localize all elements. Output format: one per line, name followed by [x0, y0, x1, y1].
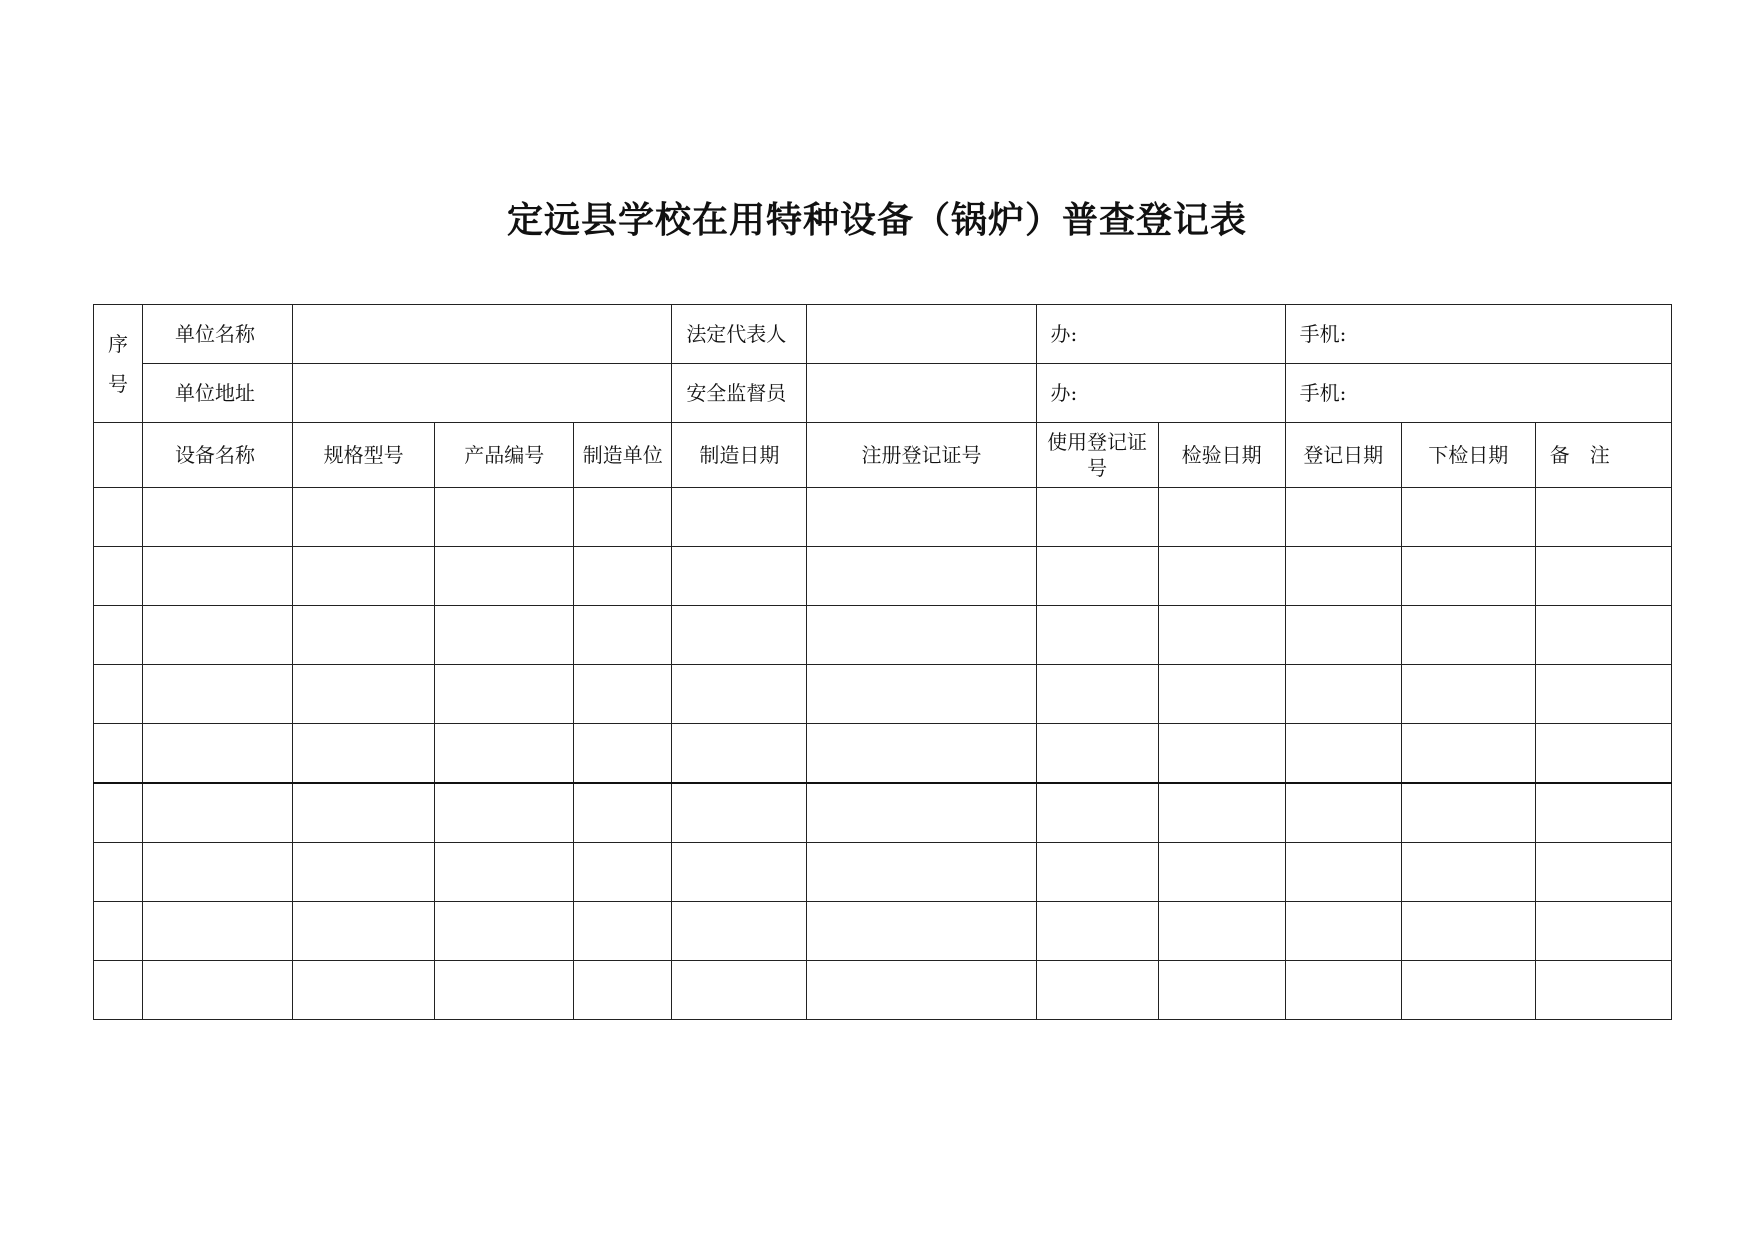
- cell-next-inspection-date[interactable]: [1401, 606, 1535, 665]
- cell-manufacture-date[interactable]: [672, 488, 807, 547]
- cell-equipment-name[interactable]: [143, 902, 293, 961]
- table-row: [94, 902, 1672, 961]
- unit-address-row: [94, 364, 1672, 423]
- cell-manufacturer[interactable]: [574, 665, 672, 724]
- cell-registration-date[interactable]: [1285, 843, 1401, 902]
- cell-next-inspection-date[interactable]: [1401, 488, 1535, 547]
- col-product-number: 产品编号: [435, 423, 574, 488]
- form-title: 定远县学校在用特种设备（锅炉）普查登记表: [506, 199, 1247, 241]
- cell-manufacturer[interactable]: [574, 488, 672, 547]
- unit-name-row: [94, 305, 1672, 364]
- cell-equipment-name[interactable]: [143, 606, 293, 665]
- cell-seq[interactable]: [94, 783, 143, 843]
- table-row: [94, 606, 1672, 665]
- cell-use-registration-cert[interactable]: [1036, 547, 1158, 606]
- unit-address-field[interactable]: [293, 364, 672, 423]
- cell-registration-cert[interactable]: [807, 783, 1036, 843]
- cell-manufacture-date[interactable]: [672, 843, 807, 902]
- cell-seq[interactable]: [94, 665, 143, 724]
- cell-registration-cert[interactable]: [807, 665, 1036, 724]
- col-model: 规格型号: [293, 423, 435, 488]
- cell-manufacture-date[interactable]: [672, 902, 807, 961]
- cell-remarks[interactable]: [1535, 843, 1671, 902]
- cell-inspection-date[interactable]: [1158, 488, 1285, 547]
- seq-header: [94, 305, 143, 423]
- office-phone-field-2[interactable]: 办:: [1036, 364, 1285, 423]
- cell-equipment-name[interactable]: [143, 783, 293, 843]
- cell-model[interactable]: [293, 488, 435, 547]
- col-use-registration-cert: 使用登记证号: [1036, 423, 1158, 488]
- cell-seq[interactable]: [94, 547, 143, 606]
- cell-use-registration-cert[interactable]: [1036, 606, 1158, 665]
- cell-inspection-date[interactable]: [1158, 724, 1285, 784]
- cell-seq[interactable]: [94, 961, 143, 1020]
- legal-rep-label: 法定代表人: [672, 305, 807, 364]
- cell-model[interactable]: [293, 961, 435, 1020]
- unit-address-label: 单位地址: [143, 364, 293, 423]
- table-row: [94, 665, 1672, 724]
- seq-header-blank: [94, 423, 143, 488]
- cell-model[interactable]: [293, 547, 435, 606]
- cell-use-registration-cert[interactable]: [1036, 961, 1158, 1020]
- col-registration-date: 登记日期: [1285, 423, 1401, 488]
- cell-registration-cert[interactable]: [807, 902, 1036, 961]
- cell-use-registration-cert[interactable]: [1036, 843, 1158, 902]
- col-equipment-name: 设备名称: [143, 423, 293, 488]
- col-manufacturer: 制造单位: [574, 423, 672, 488]
- office-phone-field-1[interactable]: 办:: [1036, 305, 1285, 364]
- cell-remarks[interactable]: [1535, 606, 1671, 665]
- table-row: [94, 961, 1672, 1020]
- cell-inspection-date[interactable]: [1158, 665, 1285, 724]
- cell-inspection-date[interactable]: [1158, 961, 1285, 1020]
- cell-use-registration-cert[interactable]: [1036, 902, 1158, 961]
- cell-manufacturer[interactable]: [574, 724, 672, 784]
- cell-registration-cert[interactable]: [807, 961, 1036, 1020]
- cell-registration-cert[interactable]: [807, 488, 1036, 547]
- cell-inspection-date[interactable]: [1158, 843, 1285, 902]
- table-row: [94, 843, 1672, 902]
- cell-next-inspection-date[interactable]: [1401, 547, 1535, 606]
- col-registration-cert: 注册登记证号: [807, 423, 1036, 488]
- cell-model[interactable]: [293, 724, 435, 784]
- cell-manufacturer[interactable]: [574, 547, 672, 606]
- cell-product-number[interactable]: [435, 843, 574, 902]
- cell-next-inspection-date[interactable]: [1401, 724, 1535, 784]
- cell-registration-date[interactable]: [1285, 902, 1401, 961]
- cell-inspection-date[interactable]: [1158, 606, 1285, 665]
- registration-table: [93, 304, 1672, 1020]
- table-row: [94, 547, 1672, 606]
- cell-model[interactable]: [293, 665, 435, 724]
- cell-remarks[interactable]: [1535, 961, 1671, 1020]
- seq-label-1: 序: [108, 331, 128, 356]
- cell-inspection-date[interactable]: [1158, 547, 1285, 606]
- cell-product-number[interactable]: [435, 488, 574, 547]
- cell-next-inspection-date[interactable]: [1401, 843, 1535, 902]
- safety-supervisor-label: 安全监督员: [672, 364, 807, 423]
- cell-product-number[interactable]: [435, 902, 574, 961]
- cell-registration-date[interactable]: [1285, 724, 1401, 784]
- cell-manufacture-date[interactable]: [672, 665, 807, 724]
- cell-product-number[interactable]: [435, 783, 574, 843]
- cell-product-number[interactable]: [435, 547, 574, 606]
- cell-registration-cert[interactable]: [807, 547, 1036, 606]
- col-next-inspection-date: 下检日期: [1401, 423, 1535, 488]
- cell-remarks[interactable]: [1535, 724, 1671, 784]
- cell-equipment-name[interactable]: [143, 665, 293, 724]
- cell-equipment-name[interactable]: [143, 547, 293, 606]
- cell-model[interactable]: [293, 902, 435, 961]
- table-row: [94, 724, 1672, 784]
- col-inspection-date: 检验日期: [1158, 423, 1285, 488]
- unit-name-field[interactable]: [293, 305, 672, 364]
- cell-next-inspection-date[interactable]: [1401, 961, 1535, 1020]
- cell-equipment-name[interactable]: [143, 843, 293, 902]
- cell-remarks[interactable]: [1535, 488, 1671, 547]
- table-row: [94, 488, 1672, 547]
- cell-registration-date[interactable]: [1285, 961, 1401, 1020]
- cell-registration-date[interactable]: [1285, 547, 1401, 606]
- cell-manufacture-date[interactable]: [672, 783, 807, 843]
- cell-seq[interactable]: [94, 724, 143, 784]
- legal-rep-field[interactable]: [807, 305, 1036, 364]
- cell-registration-date[interactable]: [1285, 606, 1401, 665]
- seq-label-2: 号: [108, 371, 128, 396]
- cell-remarks[interactable]: [1535, 665, 1671, 724]
- cell-manufacture-date[interactable]: [672, 961, 807, 1020]
- col-manufacture-date: 制造日期: [672, 423, 807, 488]
- col-remarks: 备 注: [1535, 423, 1671, 488]
- unit-name-label: 单位名称: [143, 305, 293, 364]
- cell-product-number[interactable]: [435, 724, 574, 784]
- mobile-field-1[interactable]: 手机:: [1285, 305, 1671, 364]
- column-header-row: [94, 423, 1672, 488]
- cell-equipment-name[interactable]: [143, 961, 293, 1020]
- cell-model[interactable]: [293, 843, 435, 902]
- cell-model[interactable]: [293, 606, 435, 665]
- cell-use-registration-cert[interactable]: [1036, 488, 1158, 547]
- cell-seq[interactable]: [94, 843, 143, 902]
- cell-use-registration-cert[interactable]: [1036, 724, 1158, 784]
- cell-registration-cert[interactable]: [807, 843, 1036, 902]
- table-row: [94, 783, 1672, 843]
- cell-registration-date[interactable]: [1285, 783, 1401, 843]
- cell-registration-date[interactable]: [1285, 488, 1401, 547]
- cell-next-inspection-date[interactable]: [1401, 783, 1535, 843]
- cell-remarks[interactable]: [1535, 783, 1671, 843]
- cell-model[interactable]: [293, 783, 435, 843]
- cell-registration-cert[interactable]: [807, 606, 1036, 665]
- cell-use-registration-cert[interactable]: [1036, 783, 1158, 843]
- cell-equipment-name[interactable]: [143, 488, 293, 547]
- cell-registration-date[interactable]: [1285, 665, 1401, 724]
- cell-next-inspection-date[interactable]: [1401, 902, 1535, 961]
- cell-product-number[interactable]: [435, 665, 574, 724]
- cell-remarks[interactable]: [1535, 547, 1671, 606]
- cell-use-registration-cert[interactable]: [1036, 665, 1158, 724]
- cell-equipment-name[interactable]: [143, 724, 293, 784]
- cell-manufacturer[interactable]: [574, 961, 672, 1020]
- cell-registration-cert[interactable]: [807, 724, 1036, 784]
- cell-manufacturer[interactable]: [574, 606, 672, 665]
- cell-manufacture-date[interactable]: [672, 606, 807, 665]
- cell-seq[interactable]: [94, 606, 143, 665]
- cell-product-number[interactable]: [435, 606, 574, 665]
- cell-seq[interactable]: [94, 488, 143, 547]
- safety-supervisor-field[interactable]: [807, 364, 1036, 423]
- cell-product-number[interactable]: [435, 961, 574, 1020]
- cell-remarks[interactable]: [1535, 902, 1671, 961]
- cell-manufacturer[interactable]: [574, 783, 672, 843]
- mobile-field-2[interactable]: 手机:: [1285, 364, 1671, 423]
- cell-inspection-date[interactable]: [1158, 902, 1285, 961]
- cell-inspection-date[interactable]: [1158, 783, 1285, 843]
- cell-manufacturer[interactable]: [574, 843, 672, 902]
- cell-seq[interactable]: [94, 902, 143, 961]
- cell-next-inspection-date[interactable]: [1401, 665, 1535, 724]
- cell-manufacture-date[interactable]: [672, 724, 807, 784]
- cell-manufacture-date[interactable]: [672, 547, 807, 606]
- cell-manufacturer[interactable]: [574, 902, 672, 961]
